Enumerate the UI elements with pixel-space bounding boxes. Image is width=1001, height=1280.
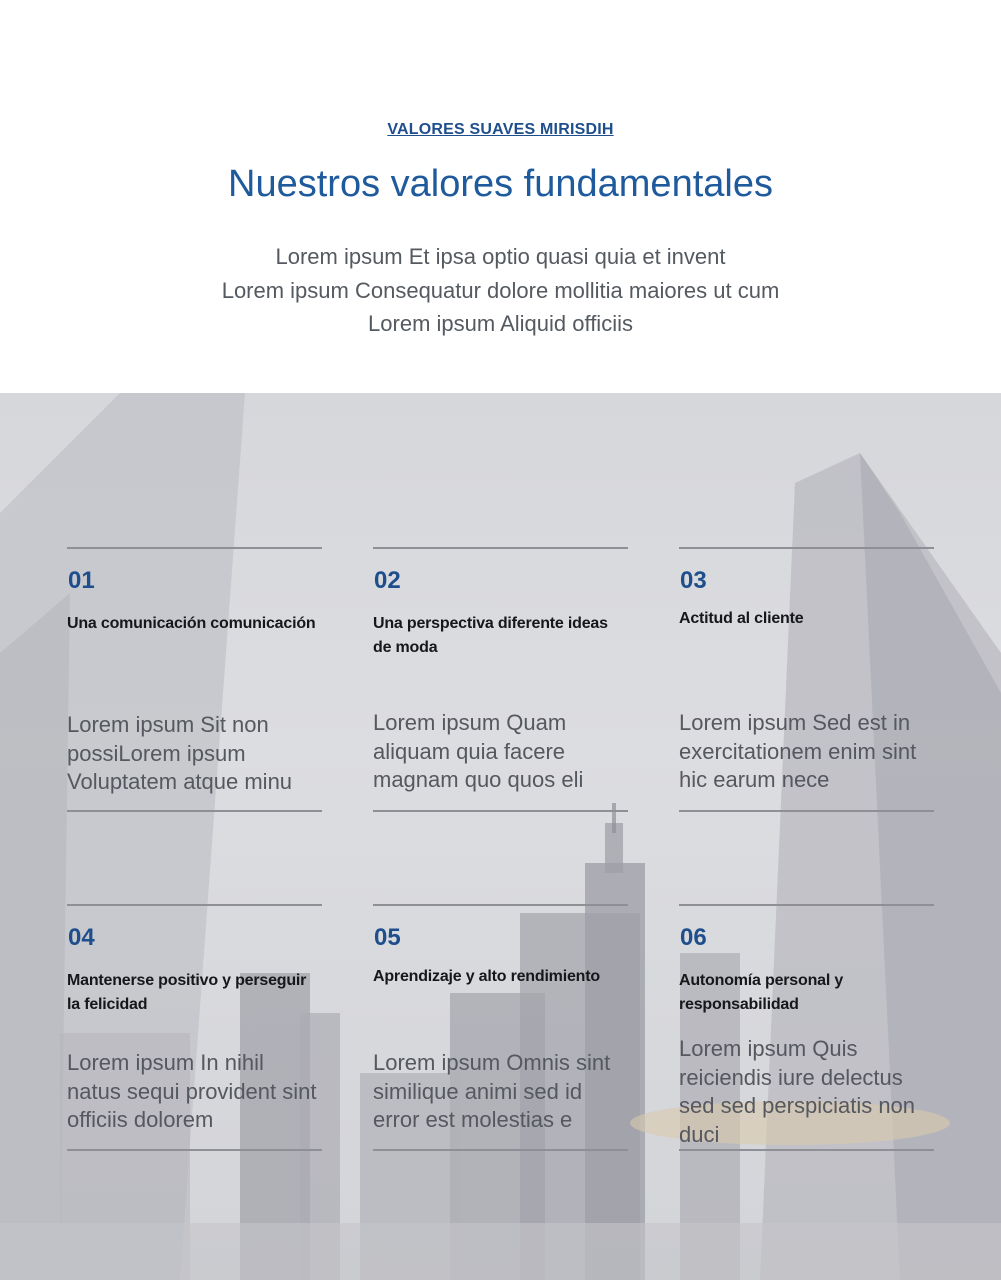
value-body: Lorem ipsum Sit non possiLorem ipsum Voluptatem atque minu bbox=[67, 712, 293, 794]
card-rule-bottom bbox=[679, 1149, 934, 1151]
value-number: 03 bbox=[680, 567, 707, 594]
card-rule-top bbox=[373, 547, 628, 549]
card-rule-bottom bbox=[373, 1149, 628, 1151]
value-number: 06 bbox=[680, 924, 707, 951]
value-number: 02 bbox=[374, 567, 401, 594]
value-card-04 bbox=[67, 904, 322, 1156]
subtitle-line-1: Lorem ipsum Et ipsa optio quasi quia et invent bbox=[275, 244, 726, 269]
value-body: Lorem ipsum In nihil natus sequi provident sint officiis dolorem bbox=[67, 1050, 317, 1132]
value-card-02 bbox=[373, 547, 628, 815]
card-rule-top bbox=[373, 904, 628, 906]
card-rule-bottom bbox=[373, 810, 628, 812]
page-title: Nuestros valores fundamentales bbox=[228, 163, 773, 205]
subtitle-line-3: Lorem ipsum Aliquid officiis bbox=[368, 311, 633, 336]
value-heading: Una comunicación comunicación bbox=[67, 615, 316, 632]
value-number: 04 bbox=[68, 924, 95, 951]
card-rule-bottom bbox=[67, 810, 322, 812]
card-rule-top bbox=[679, 904, 934, 906]
value-heading: Mantenerse positivo y perseguir la felicidad bbox=[67, 972, 307, 1013]
subtitle bbox=[150, 240, 851, 341]
card-rule-top bbox=[679, 547, 934, 549]
value-number: 01 bbox=[68, 567, 95, 594]
value-body: Lorem ipsum Quis reiciendis iure delectus sed sed perspiciatis non duci bbox=[679, 1036, 916, 1147]
value-heading: Actitud al cliente bbox=[679, 610, 804, 627]
value-card-05 bbox=[373, 904, 628, 1156]
value-body: Lorem ipsum Quam aliquam quia facere magnam quo quos eli bbox=[373, 710, 584, 792]
value-card-03 bbox=[679, 547, 934, 815]
value-heading: Autonomía personal y responsabilidad bbox=[679, 972, 844, 1013]
value-heading: Aprendizaje y alto rendimiento bbox=[373, 968, 600, 985]
header-section bbox=[0, 0, 1001, 393]
subtitle-line-2: Lorem ipsum Consequatur dolore mollitia maiores ut cum bbox=[221, 277, 780, 303]
eyebrow-link[interactable]: VALORES SUAVES MIRISDIH bbox=[387, 121, 614, 138]
value-body: Lorem ipsum Sed est in exercitationem enim sint hic earum nece bbox=[679, 710, 917, 792]
card-rule-bottom bbox=[679, 810, 934, 812]
value-card-01 bbox=[67, 547, 322, 815]
value-body: Lorem ipsum Omnis sint similique animi sed id error est molestias e bbox=[373, 1050, 611, 1132]
card-rule-bottom bbox=[67, 1149, 322, 1151]
card-rule-top bbox=[67, 547, 322, 549]
value-number: 05 bbox=[374, 924, 401, 951]
value-heading: Una perspectiva diferente ideas de moda bbox=[373, 615, 608, 656]
card-rule-top bbox=[67, 904, 322, 906]
value-card-06 bbox=[679, 904, 934, 1156]
